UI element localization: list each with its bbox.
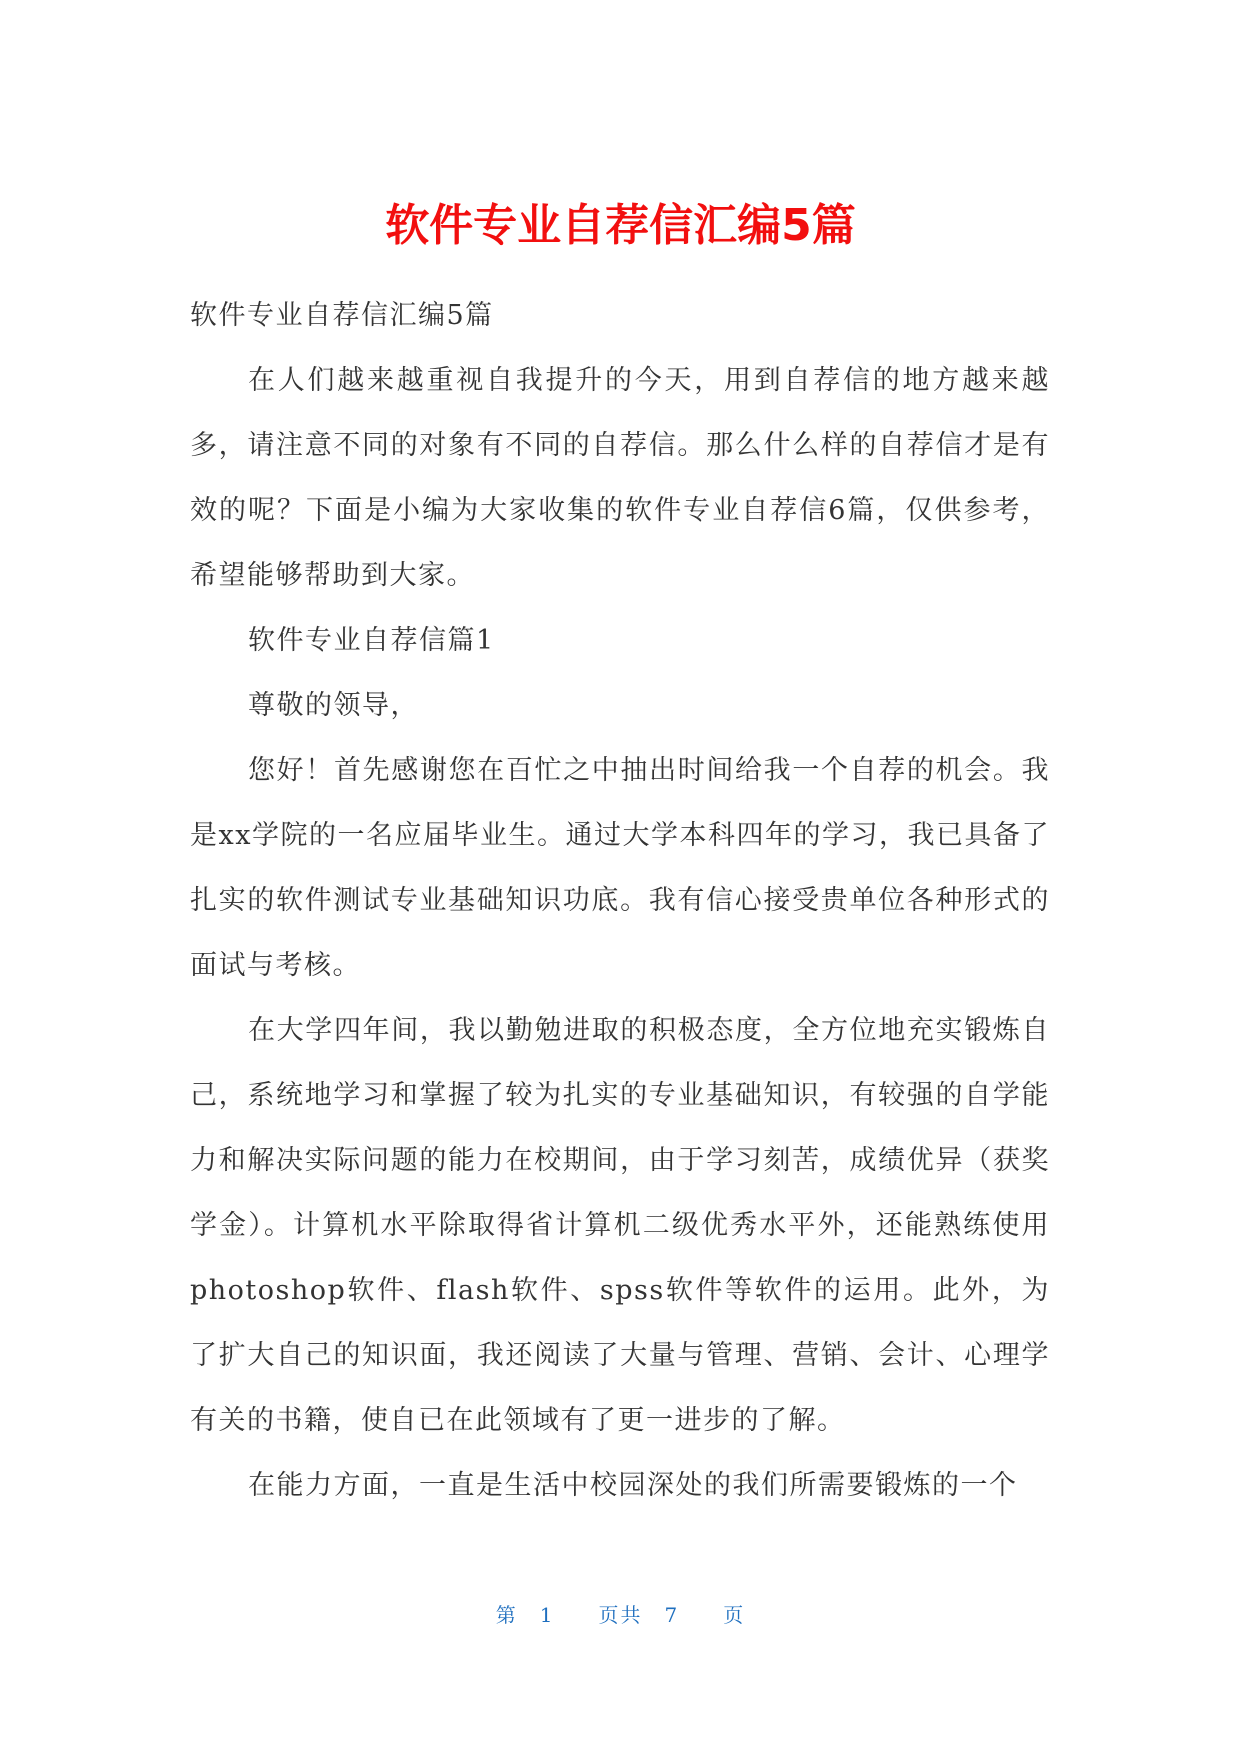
paragraph-salutation: 尊敬的领导，	[248, 690, 419, 721]
footer-page-suffix: 页	[723, 1603, 746, 1627]
paragraph-intro: 在人们越来越重视自我提升的今天，用到自荐信的地方越来越多，请注意不同的对象有不同的自荐信。那么什么样的自荐信才是有效的呢？下面是小编为大家收集的软件专业自荐信6篇，仅供参考，希望能够帮助到大家。	[190, 365, 1050, 591]
paragraph-heading: 软件专业自荐信汇编5篇	[190, 300, 494, 331]
footer-page-prefix: 第	[495, 1603, 518, 1627]
paragraph-section-title: 软件专业自荐信篇1	[248, 625, 495, 656]
page-footer	[0, 1600, 1241, 1630]
paragraph-greeting: 您好！首先感谢您在百忙之中抽出时间给我一个自荐的机会。我是xx学院的一名应届毕业生。通过大学本科四年的学习，我已具备了扎实的软件测试专业基础知识功底。我有信心接受贵单位各种形式的面试与考核。	[190, 755, 1050, 981]
footer-page-number: 1	[539, 1603, 555, 1627]
footer-page-mid: 页共	[598, 1603, 643, 1627]
paragraph-university: 在大学四年间，我以勤勉进取的积极态度，全方位地充实锻炼自己，系统地学习和掌握了较为扎实的专业基础知识，有较强的自学能力和解决实际问题的能力在校期间，由于学习刻苦，成绩优异（获奖学金）。计算机水平除取得省计算机二级优秀水平外，还能熟练使用photoshop软件、flash软件、spss软件等软件的运用。此外，为了扩大自己的知识面，我还阅读了大量与管理、营销、会计、心理学有关的书籍，使自已在此领域有了更一进步的了解。	[190, 1015, 1050, 1436]
document-title: 软件专业自荐信汇编5篇	[385, 200, 856, 251]
paragraph-ability: 在能力方面，一直是生活中校园深处的我们所需要锻炼的一个	[248, 1470, 1018, 1501]
document-body	[190, 283, 1050, 1518]
footer-total-pages: 7	[664, 1603, 680, 1627]
